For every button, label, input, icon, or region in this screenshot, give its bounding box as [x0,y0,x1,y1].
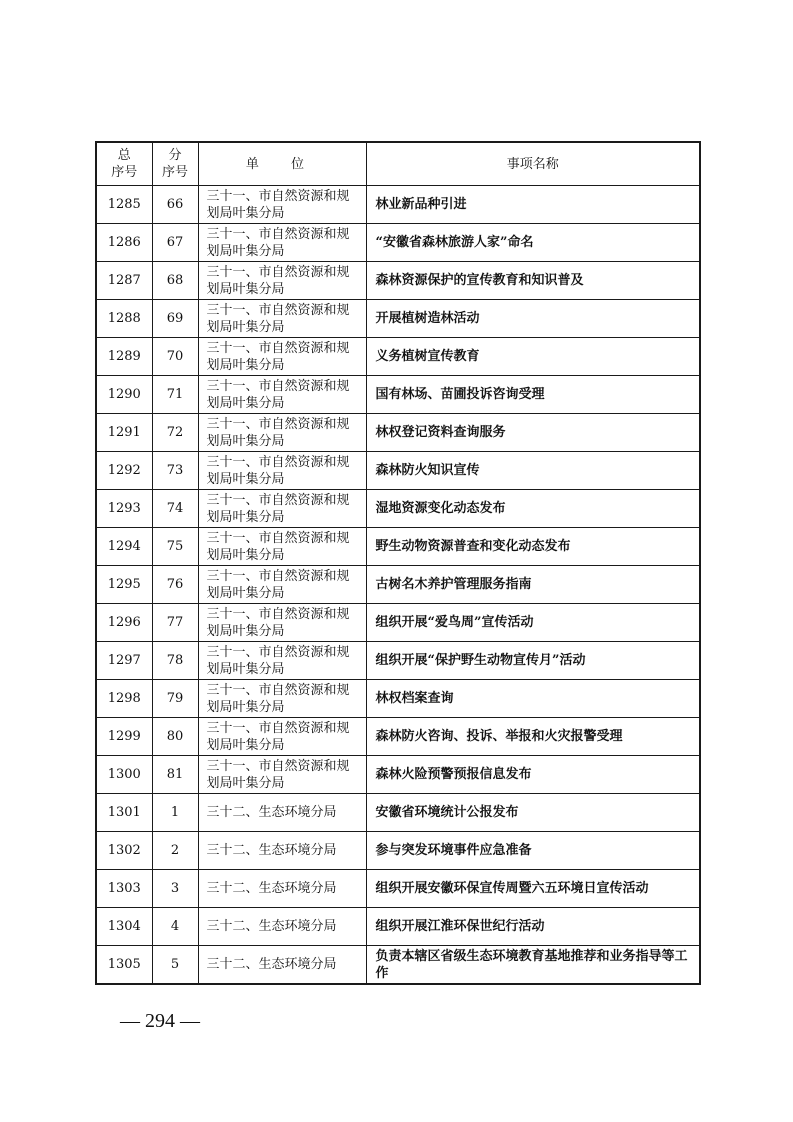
table-row [96,338,700,376]
cell-sub-number: 74 [152,490,198,528]
cell-unit: 三十一、市自然资源和规划局叶集分局 [198,452,366,490]
cell-total-number: 1293 [96,490,152,528]
cell-item-name: 森林防火知识宣传 [366,452,700,490]
table-row [96,490,700,528]
cell-total-number: 1302 [96,832,152,870]
table-row [96,566,700,604]
table-row [96,224,700,262]
cell-total-number: 1288 [96,300,152,338]
header-sub-number-line1: 分 [168,148,182,163]
cell-total-number: 1289 [96,338,152,376]
cell-sub-number: 68 [152,262,198,300]
cell-unit: 三十一、市自然资源和规划局叶集分局 [198,490,366,528]
cell-item-name: 负责本辖区省级生态环境教育基地推荐和业务指导等工作 [366,946,700,985]
cell-sub-number: 76 [152,566,198,604]
cell-sub-number: 5 [152,946,198,985]
table-row [96,756,700,794]
cell-unit: 三十一、市自然资源和规划局叶集分局 [198,376,366,414]
cell-unit: 三十一、市自然资源和规划局叶集分局 [198,338,366,376]
cell-total-number: 1303 [96,870,152,908]
cell-sub-number: 2 [152,832,198,870]
cell-total-number: 1304 [96,908,152,946]
cell-total-number: 1305 [96,946,152,985]
cell-item-name: “安徽省森林旅游人家”命名 [366,224,700,262]
cell-item-name: 森林资源保护的宣传教育和知识普及 [366,262,700,300]
cell-item-name: 组织开展“爱鸟周”宣传活动 [366,604,700,642]
cell-item-name: 参与突发环境事件应急准备 [366,832,700,870]
cell-total-number: 1300 [96,756,152,794]
cell-total-number: 1291 [96,414,152,452]
table-row [96,604,700,642]
cell-item-name: 义务植树宣传教育 [366,338,700,376]
header-unit [198,142,366,186]
cell-sub-number: 3 [152,870,198,908]
cell-unit: 三十一、市自然资源和规划局叶集分局 [198,680,366,718]
table-row [96,376,700,414]
cell-unit: 三十一、市自然资源和规划局叶集分局 [198,718,366,756]
cell-item-name: 林权档案查询 [366,680,700,718]
cell-total-number: 1299 [96,718,152,756]
table-row [96,870,700,908]
cell-item-name: 组织开展安徽环保宣传周暨六五环境日宣传活动 [366,870,700,908]
cell-item-name: 湿地资源变化动态发布 [366,490,700,528]
header-total-number [96,142,152,186]
cell-item-name: 森林防火咨询、投诉、举报和火灾报警受理 [366,718,700,756]
cell-total-number: 1295 [96,566,152,604]
table-row [96,946,700,985]
cell-sub-number: 80 [152,718,198,756]
cell-unit: 三十一、市自然资源和规划局叶集分局 [198,756,366,794]
table-row [96,642,700,680]
header-sub-number [152,142,198,186]
cell-unit: 三十二、生态环境分局 [198,832,366,870]
cell-sub-number: 70 [152,338,198,376]
cell-sub-number: 4 [152,908,198,946]
table-row [96,452,700,490]
cell-unit: 三十一、市自然资源和规划局叶集分局 [198,528,366,566]
cell-sub-number: 69 [152,300,198,338]
table-row [96,414,700,452]
table-row [96,680,700,718]
table-row [96,186,700,224]
cell-sub-number: 73 [152,452,198,490]
cell-total-number: 1296 [96,604,152,642]
table-row [96,794,700,832]
cell-sub-number: 1 [152,794,198,832]
header-unit-label: 单 位 [245,156,319,172]
cell-unit: 三十一、市自然资源和规划局叶集分局 [198,186,366,224]
cell-sub-number: 79 [152,680,198,718]
cell-total-number: 1287 [96,262,152,300]
cell-unit: 三十二、生态环境分局 [198,794,366,832]
header-total-number-line2: 序号 [111,165,138,180]
cell-unit: 三十二、生态环境分局 [198,870,366,908]
cell-unit: 三十一、市自然资源和规划局叶集分局 [198,262,366,300]
cell-item-name: 野生动物资源普查和变化动态发布 [366,528,700,566]
header-item-name-label: 事项名称 [506,156,559,172]
cell-unit: 三十一、市自然资源和规划局叶集分局 [198,300,366,338]
cell-total-number: 1290 [96,376,152,414]
table-row [96,528,700,566]
cell-item-name: 国有林场、苗圃投诉咨询受理 [366,376,700,414]
table-row [96,300,700,338]
cell-sub-number: 75 [152,528,198,566]
cell-total-number: 1286 [96,224,152,262]
cell-sub-number: 78 [152,642,198,680]
cell-unit: 三十一、市自然资源和规划局叶集分局 [198,224,366,262]
cell-total-number: 1297 [96,642,152,680]
cell-item-name: 森林火险预警预报信息发布 [366,756,700,794]
table-body [96,186,700,985]
table-row [96,832,700,870]
cell-unit: 三十一、市自然资源和规划局叶集分局 [198,604,366,642]
cell-unit: 三十一、市自然资源和规划局叶集分局 [198,414,366,452]
public-service-items-table [95,141,701,985]
table-header-row [96,142,700,186]
cell-unit: 三十二、生态环境分局 [198,946,366,985]
page-number: — 294 — [120,1010,200,1032]
cell-item-name: 安徽省环境统计公报发布 [366,794,700,832]
cell-unit: 三十一、市自然资源和规划局叶集分局 [198,566,366,604]
table-row [96,908,700,946]
cell-item-name: 古树名木养护管理服务指南 [366,566,700,604]
cell-item-name: 林权登记资料查询服务 [366,414,700,452]
cell-sub-number: 81 [152,756,198,794]
cell-total-number: 1292 [96,452,152,490]
cell-total-number: 1301 [96,794,152,832]
cell-item-name: 组织开展“保护野生动物宣传月”活动 [366,642,700,680]
header-total-number-line1: 总 [117,148,131,163]
cell-sub-number: 72 [152,414,198,452]
cell-total-number: 1285 [96,186,152,224]
cell-sub-number: 77 [152,604,198,642]
cell-sub-number: 67 [152,224,198,262]
cell-unit: 三十一、市自然资源和规划局叶集分局 [198,642,366,680]
cell-item-name: 组织开展江淮环保世纪行活动 [366,908,700,946]
cell-total-number: 1298 [96,680,152,718]
cell-sub-number: 71 [152,376,198,414]
cell-unit: 三十二、生态环境分局 [198,908,366,946]
cell-item-name: 林业新品种引进 [366,186,700,224]
table-row [96,262,700,300]
header-item-name [366,142,700,186]
table-row [96,718,700,756]
cell-item-name: 开展植树造林活动 [366,300,700,338]
header-sub-number-line2: 序号 [161,165,188,180]
cell-total-number: 1294 [96,528,152,566]
cell-sub-number: 66 [152,186,198,224]
